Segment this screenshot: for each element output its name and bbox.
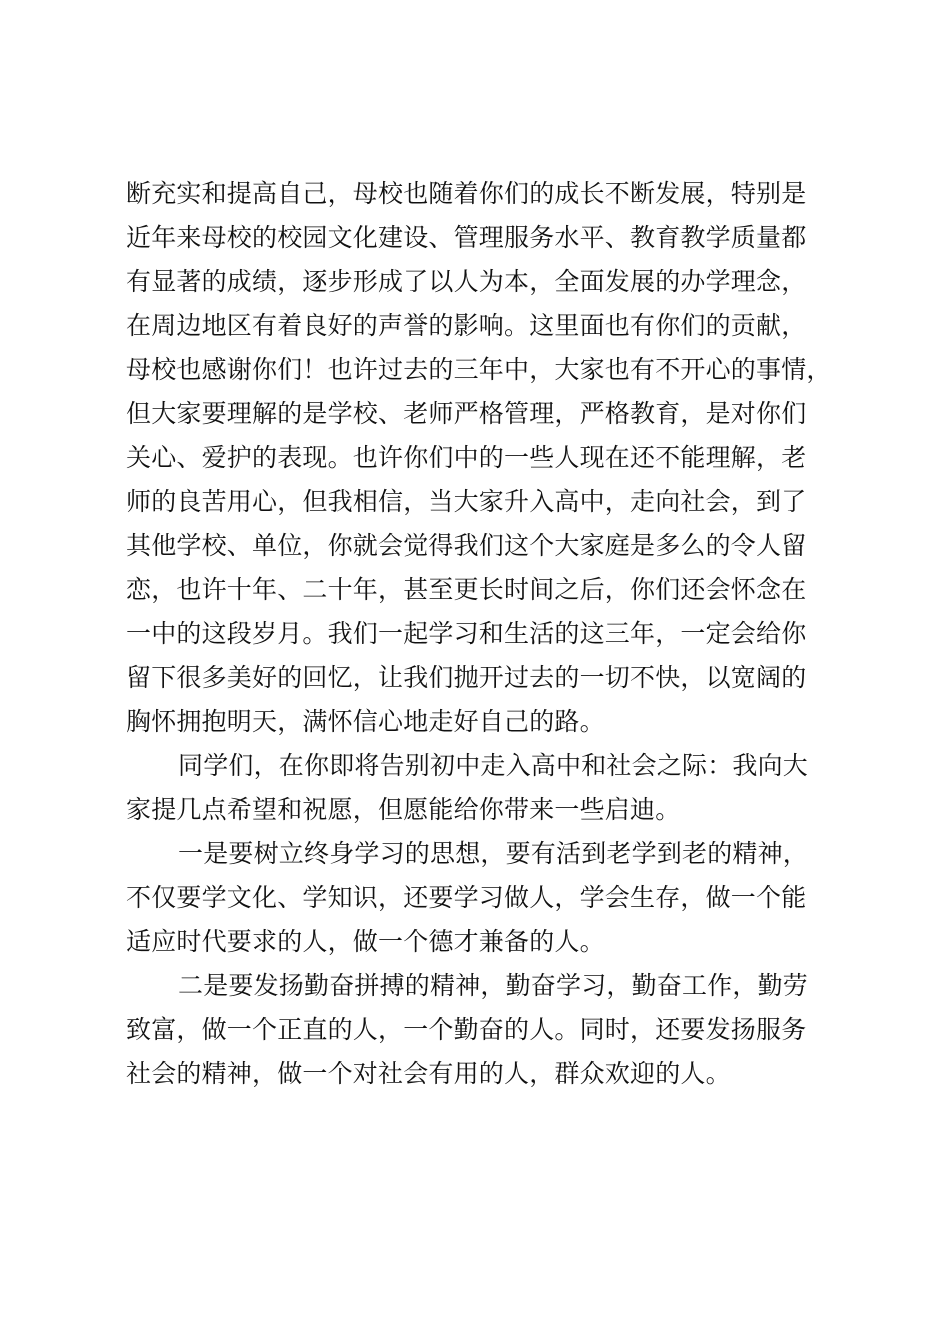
paragraph-2	[126, 744, 838, 832]
text-line: 在周边地区有着良好的声誉的影响。这里面也有你们的贡献，	[126, 311, 807, 340]
paragraph-4	[126, 964, 838, 1096]
text-line: 恋，也许十年、二十年，甚至更长时间之后，你们还会怀念在	[126, 575, 807, 604]
text-line: 其他学校、单位，你就会觉得我们这个大家庭是多么的令人留	[126, 531, 807, 560]
text-line: 母校也感谢你们！也许过去的三年中，大家也有不开心的事情，	[126, 355, 832, 384]
text-line: 二是要发扬勤奋拼搏的精神，勤奋学习，勤奋工作，勤劳	[178, 971, 809, 1000]
text-line: 家提几点希望和祝愿，但愿能给你带来一些启迪。	[126, 795, 681, 824]
body-text	[126, 172, 838, 1096]
text-line: 不仅要学文化、学知识，还要学习做人，学会生存，做一个能	[126, 883, 807, 912]
text-line: 社会的精神，做一个对社会有用的人，群众欢迎的人。	[126, 1059, 731, 1088]
text-line: 一是要树立终身学习的思想，要有活到老学到老的精神，	[178, 839, 809, 868]
text-line: 致富，做一个正直的人，一个勤奋的人。同时，还要发扬服务	[126, 1015, 807, 1044]
paragraph-3	[126, 832, 838, 964]
text-line: 有显著的成绩，逐步形成了以人为本，全面发展的办学理念，	[126, 267, 807, 296]
text-line: 师的良苦用心，但我相信，当大家升入高中，走向社会，到了	[126, 487, 807, 516]
text-line: 适应时代要求的人，做一个德才兼备的人。	[126, 927, 605, 956]
text-line: 留下很多美好的回忆，让我们抛开过去的一切不快，以宽阔的	[126, 663, 807, 692]
text-line: 同学们，在你即将告别初中走入高中和社会之际：我向大	[178, 751, 809, 780]
text-line: 但大家要理解的是学校、老师严格管理，严格教育，是对你们	[126, 399, 807, 428]
text-line: 胸怀拥抱明天，满怀信心地走好自己的路。	[126, 707, 605, 736]
text-line: 近年来母校的校园文化建设、管理服务水平、教育教学质量都	[126, 223, 807, 252]
paragraph-1	[126, 172, 838, 744]
text-line: 一中的这段岁月。我们一起学习和生活的这三年，一定会给你	[126, 619, 807, 648]
text-line: 关心、爱护的表现。也许你们中的一些人现在还不能理解，老	[126, 443, 807, 472]
text-line: 断充实和提高自己，母校也随着你们的成长不断发展，特别是	[126, 179, 807, 208]
